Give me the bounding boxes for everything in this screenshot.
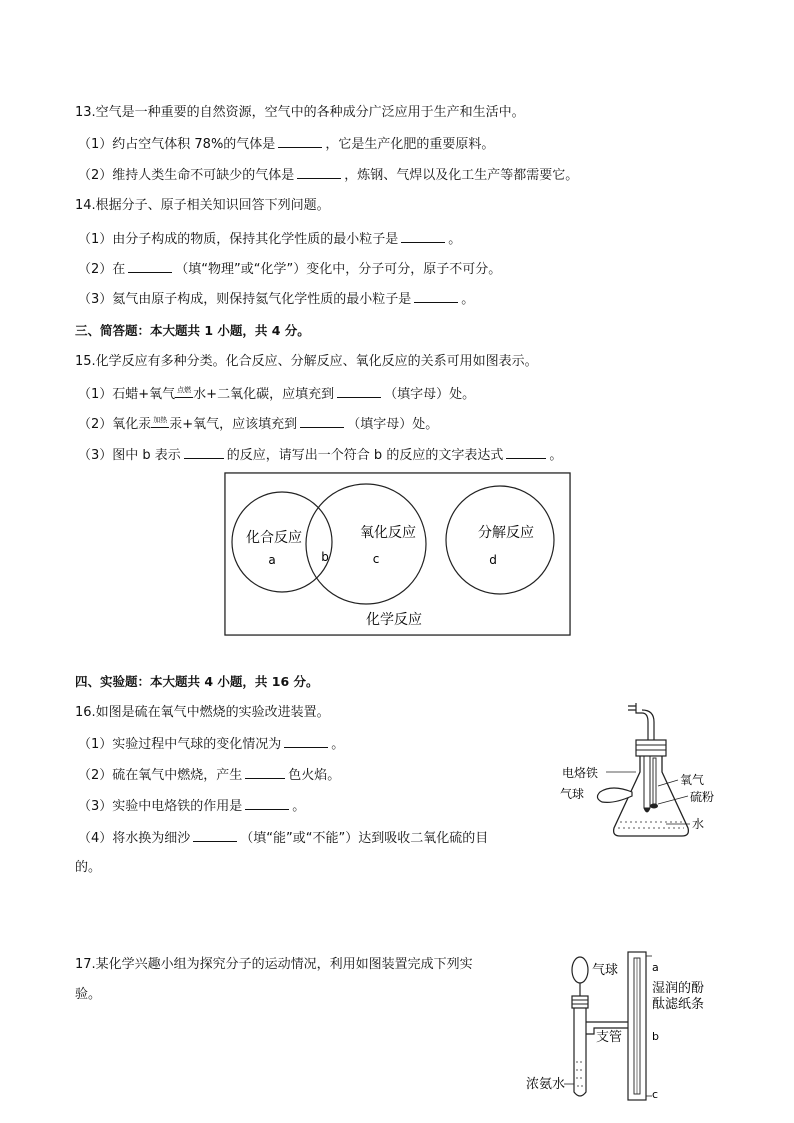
q17-stem-end: 验。	[75, 987, 102, 1002]
sulfur-holder	[653, 758, 656, 804]
answer-blank[interactable]	[506, 446, 546, 459]
answer-blank[interactable]	[414, 290, 458, 303]
answer-blank[interactable]	[297, 166, 341, 179]
q14-part1	[78, 230, 461, 249]
answer-blank[interactable]	[284, 735, 328, 748]
q16-part1	[78, 735, 344, 754]
q17-stem: 17.某化学兴趣小组为探究分子的运动情况，利用如图装置完成下列实	[75, 957, 473, 972]
q15-stem: 15.化学反应有多种分类。化合反应、分解反应、氧化反应的关系可用如图表示。	[75, 354, 538, 369]
q13-part2-tail: ，炼钢、气焊以及化工生产等都需要它。	[344, 168, 579, 183]
oxidation-label: 氧化反应	[360, 525, 416, 541]
q15-part3-mid: 的反应，请写出一个符合 b 的反应的文字表达式	[226, 448, 504, 463]
q13-part2	[78, 166, 578, 185]
q16-part3-text: （3）实验中电烙铁的作用是	[78, 799, 243, 814]
end-a-label: a	[652, 961, 659, 974]
balloon-label: 气球	[560, 787, 585, 801]
answer-blank[interactable]	[245, 766, 285, 779]
q16-stem: 16.如图是硫在氧气中燃烧的实验改进装置。	[75, 705, 330, 720]
reaction-arrow	[175, 386, 193, 398]
q14-part2-text: （2）在	[78, 262, 126, 277]
q16-part2	[78, 766, 340, 785]
answer-blank[interactable]	[337, 385, 381, 398]
oxygen-label: 氧气	[680, 773, 705, 787]
plug-icon	[628, 703, 648, 740]
region-d-label: d	[489, 553, 497, 567]
chemical-reaction-caption: 化学反应	[366, 612, 422, 628]
q15-part2-text: （2）氧化汞	[78, 417, 152, 432]
rubber-stopper	[636, 740, 666, 756]
q14-part2	[78, 260, 501, 279]
reaction-arrow	[151, 416, 169, 428]
q13-part1	[78, 135, 494, 154]
soldering-iron	[644, 756, 650, 808]
q15-part1-text: （1）石蜡+氧气	[78, 387, 176, 402]
q16-part4-text: （4）将水换为细沙	[78, 831, 191, 846]
decomposition-label: 分解反应	[478, 525, 534, 541]
q16-part2-tail: 色火焰。	[288, 768, 341, 783]
q15-part1-mid: 水+二氧化碳，应填充到	[193, 387, 335, 402]
q15-part3	[78, 446, 562, 465]
q15-part3-text: （3）图中 b 表示	[78, 448, 181, 463]
venn-shapes	[224, 472, 572, 638]
region-b-label: b	[321, 550, 329, 564]
reaction-condition: 点燃	[177, 386, 192, 394]
q14-part3-text: （3）氦气由原子构成，则保持氦气化学性质的最小粒子是	[78, 292, 412, 307]
branch-label: 支管	[596, 1030, 623, 1045]
region-a-label: a	[268, 553, 276, 567]
balloon	[572, 957, 588, 983]
iron-label: 电烙铁	[562, 766, 599, 780]
water-label: 水	[692, 817, 705, 831]
sulfur-combustion-apparatus	[556, 700, 761, 850]
q16-part4	[78, 829, 488, 848]
sulfur-label: 硫粉	[690, 790, 715, 804]
q15-part2-mid: 汞+氧气，应该填充到	[169, 417, 298, 432]
answer-blank[interactable]	[245, 797, 289, 810]
answer-blank[interactable]	[278, 135, 322, 148]
rubber-stopper	[572, 996, 588, 1008]
q16-part1-tail: 。	[331, 737, 345, 752]
sulfur-powder	[650, 804, 658, 809]
q15-part3-tail: 。	[549, 448, 563, 463]
section-heading-3: 三、简答题：本大题共 1 小题，共 4 分。	[75, 323, 310, 338]
test-tube	[574, 1008, 586, 1096]
answer-blank[interactable]	[128, 260, 172, 273]
reaction-condition: 加热	[153, 416, 168, 424]
answer-blank[interactable]	[300, 415, 344, 428]
q15-part1-tail: （填字母）处。	[384, 387, 476, 402]
q16-part2-text: （2）硫在氧气中燃烧，产生	[78, 768, 243, 783]
q14-part2-tail: （填“物理”或“化学”）变化中，分子可分，原子不可分。	[175, 262, 502, 277]
q14-part1-text: （1）由分子构成的物质，保持其化学性质的最小粒子是	[78, 232, 399, 247]
q13-part1-tail: ，它是生产化肥的重要原料。	[325, 137, 495, 152]
section-heading-4: 四、实验题：本大题共 4 小题，共 16 分。	[75, 674, 319, 689]
q16-part4-end: 的。	[75, 860, 102, 875]
balloon-label: 气球	[592, 963, 619, 978]
q13-part2-text: （2）维持人类生命不可缺少的气体是	[78, 168, 295, 183]
q14-part3	[78, 290, 474, 309]
answer-blank[interactable]	[193, 829, 237, 842]
ammonia-label: 浓氨水	[526, 1077, 566, 1092]
answer-blank[interactable]	[401, 230, 445, 243]
q13-part1-text: （1）约占空气体积 78%的气体是	[78, 137, 276, 152]
ammonia-diffusion-apparatus	[520, 944, 750, 1108]
reaction-frame-border	[225, 473, 570, 635]
q16-part1-text: （1）实验过程中气球的变化情况为	[78, 737, 282, 752]
q15-part2-tail: （填字母）处。	[347, 417, 439, 432]
q16-part4-tail: （填“能”或“不能”）达到吸收二氧化硫的目	[240, 831, 489, 846]
point-b-label: b	[652, 1030, 659, 1043]
q14-part1-tail: 。	[448, 232, 462, 247]
paper-label-2: 酞滤纸条	[652, 997, 705, 1012]
answer-blank[interactable]	[184, 446, 224, 459]
q16-part3-tail: 。	[292, 799, 306, 814]
q13-stem: 13.空气是一种重要的自然资源，空气中的各种成分广泛应用于生产和生活中。	[75, 105, 525, 120]
paper-label-1: 湿润的酚	[652, 981, 705, 996]
q16-part3	[78, 797, 305, 816]
q15-part2	[78, 415, 438, 434]
q15-part1	[78, 385, 475, 404]
q14-stem: 14.根据分子、原子相关知识回答下列问题。	[75, 198, 330, 213]
combination-label: 化合反应	[246, 530, 302, 546]
region-c-label: c	[372, 552, 380, 566]
end-c-label: c	[652, 1088, 659, 1101]
q14-part3-tail: 。	[461, 292, 475, 307]
